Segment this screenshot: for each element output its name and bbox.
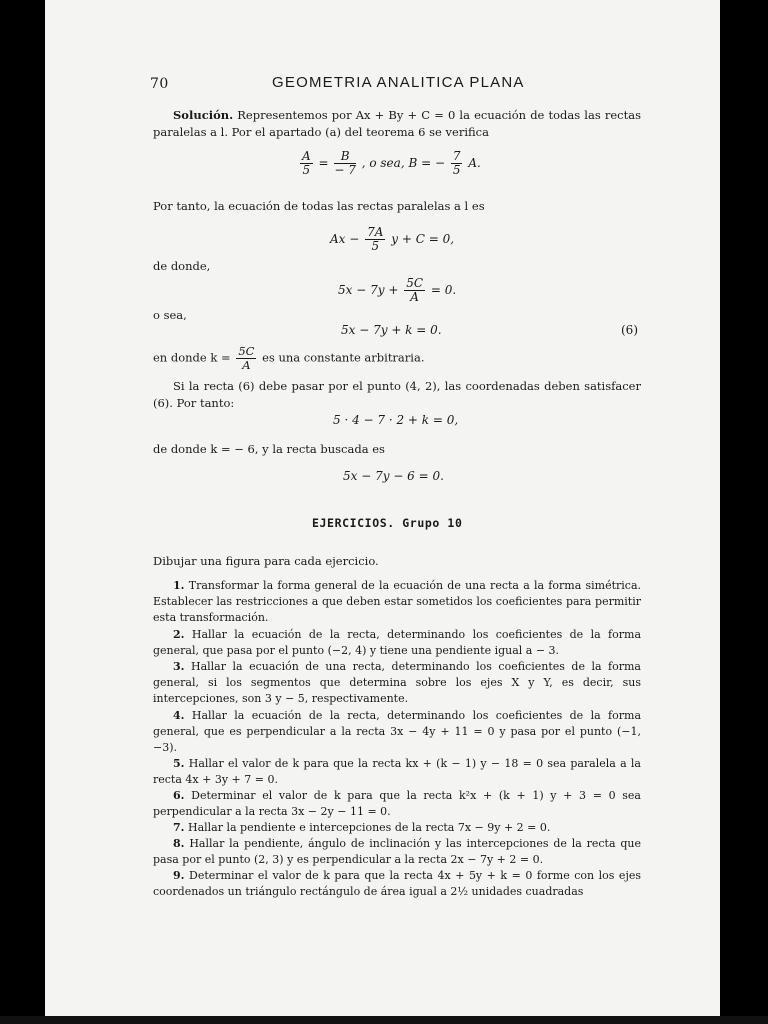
exercises-intro: Dibujar una figura para cada ejercicio.	[153, 554, 379, 568]
exercise-number: 7.	[173, 821, 185, 834]
text5-post: es una constante arbitraria.	[262, 350, 425, 365]
equation-2	[330, 226, 454, 253]
eq1-rhs-den: − 7	[334, 163, 356, 177]
equation-number-6: (6)	[621, 323, 638, 337]
eq2-num: 7A	[367, 225, 384, 239]
eq1-rhs-num: B	[334, 150, 356, 164]
equation-3	[338, 277, 456, 304]
eq1-lhs-num: A	[302, 149, 311, 163]
exercise-9	[153, 868, 641, 900]
eq1-tail: A.	[468, 156, 481, 170]
eq1-frac2-den: 5	[452, 163, 461, 177]
solution-text-1: Representemos por Ax + By + C = 0 la ecuación de todas las rectas paralelas a l. Por el apartado (a) del teorema 6 se verifica	[153, 108, 641, 139]
eq3-post: = 0.	[430, 283, 457, 297]
exercise-2	[153, 627, 641, 659]
exercise-text: Hallar la pendiente, ángulo de inclinación y las intercepciones de la recta que pasa por el punto (2, 3) y es perpendicular a la recta 2x − 7y + 2 = 0.	[153, 837, 642, 866]
exercise-text: Hallar la pendiente e intercepciones de la recta 7x − 9y + 2 = 0.	[187, 821, 551, 834]
exercise-text: Hallar la ecuación de una recta, determinando los coeficientes de la forma general, si los segmentos que determina sobre los ejes X y Y, es decir, sus intercepciones, son 3 y − 5, respectivamente.	[153, 660, 641, 705]
text5-den: A	[242, 358, 251, 372]
running-title: GEOMETRIA ANALITICA PLANA	[272, 74, 525, 91]
exercise-number: 9.	[173, 869, 185, 882]
solution-text-4: o sea,	[153, 308, 187, 322]
eq2-pre: Ax −	[330, 232, 360, 246]
exercise-3	[153, 659, 641, 707]
exercise-number: 5.	[173, 757, 185, 770]
exercises-heading: EJERCICIOS. Grupo 10	[312, 516, 463, 530]
equation-1	[298, 150, 481, 177]
exercise-text: Transformar la forma general de la ecuación de una recta a la forma simétrica. Establecer las restricciones a que deben estar sometidos los coeficientes para permitir esta transformación.	[153, 579, 642, 624]
scan-edge	[0, 1016, 768, 1024]
eq2-post: y + C = 0,	[391, 232, 455, 246]
text5-num: 5C	[238, 344, 255, 358]
page-number: 70	[150, 76, 169, 92]
eq1-lhs-den: 5	[302, 163, 311, 177]
text5-pre: en donde k =	[153, 350, 231, 365]
exercise-number: 8.	[173, 837, 185, 850]
exercise-number: 4.	[173, 709, 185, 722]
solution-text-6-content: Si la recta (6) debe pasar por el punto (4, 2), las coordenadas deben satisfacer (6). Por tanto:	[153, 379, 641, 410]
solution-text-7: de donde k = − 6, y la recta buscada es	[153, 442, 385, 456]
solution-label: Solución.	[173, 108, 234, 122]
exercise-number: 1.	[173, 579, 185, 592]
exercise-1	[153, 578, 641, 626]
equation-6: 5x − 7y − 6 = 0.	[343, 469, 444, 483]
equation-4: 5x − 7y + k = 0.	[341, 323, 442, 337]
exercise-text: Hallar la ecuación de la recta, determinando los coeficientes de la forma general, que pasa por el punto (−2, 4) y tiene una pendiente igual a − 3.	[153, 628, 641, 657]
eq2-den: 5	[371, 239, 380, 253]
solution-text-3: de donde,	[153, 259, 211, 273]
solution-text-2: Por tanto, la ecuación de todas las rectas paralelas a l es	[153, 199, 485, 213]
exercise-number: 3.	[173, 660, 185, 673]
exercise-number: 6.	[173, 789, 185, 802]
eq3-pre: 5x − 7y +	[338, 283, 399, 297]
exercise-8	[153, 836, 641, 868]
solution-paragraph	[153, 107, 641, 141]
eq1-mid: , o sea, B = −	[361, 156, 446, 170]
solution-text-5	[153, 345, 641, 372]
exercise-text: Hallar el valor de k para que la recta kx + (k − 1) y − 18 = 0 sea paralela a la recta 4x + 3y + 7 = 0.	[153, 757, 641, 786]
exercise-text: Determinar el valor de k para que la recta 4x + 5y + k = 0 forme con los ejes coordenados un triángulo rectángulo de área igual a 2½ unidades cuadradas	[153, 869, 642, 898]
exercise-text: Determinar el valor de k para que la recta k²x + (k + 1) y + 3 = 0 sea perpendicular a la recta 3x − 2y − 11 = 0.	[153, 789, 641, 818]
eq3-num: 5C	[406, 276, 424, 290]
exercise-5	[153, 756, 641, 788]
exercise-4	[153, 708, 641, 756]
exercise-number: 2.	[173, 628, 185, 641]
eq1-equals: =	[318, 156, 329, 170]
exercise-7	[153, 820, 641, 836]
exercise-text: Hallar la ecuación de la recta, determinando los coeficientes de la forma general, que es perpendicular a la recta 3x − 4y + 11 = 0 y pasa por el punto (−1, −3).	[153, 709, 641, 754]
exercise-6	[153, 788, 641, 820]
equation-5: 5 · 4 − 7 · 2 + k = 0,	[333, 413, 459, 427]
eq3-den: A	[410, 290, 419, 304]
eq1-frac2-num: 7	[452, 149, 461, 163]
solution-text-6	[153, 378, 641, 412]
